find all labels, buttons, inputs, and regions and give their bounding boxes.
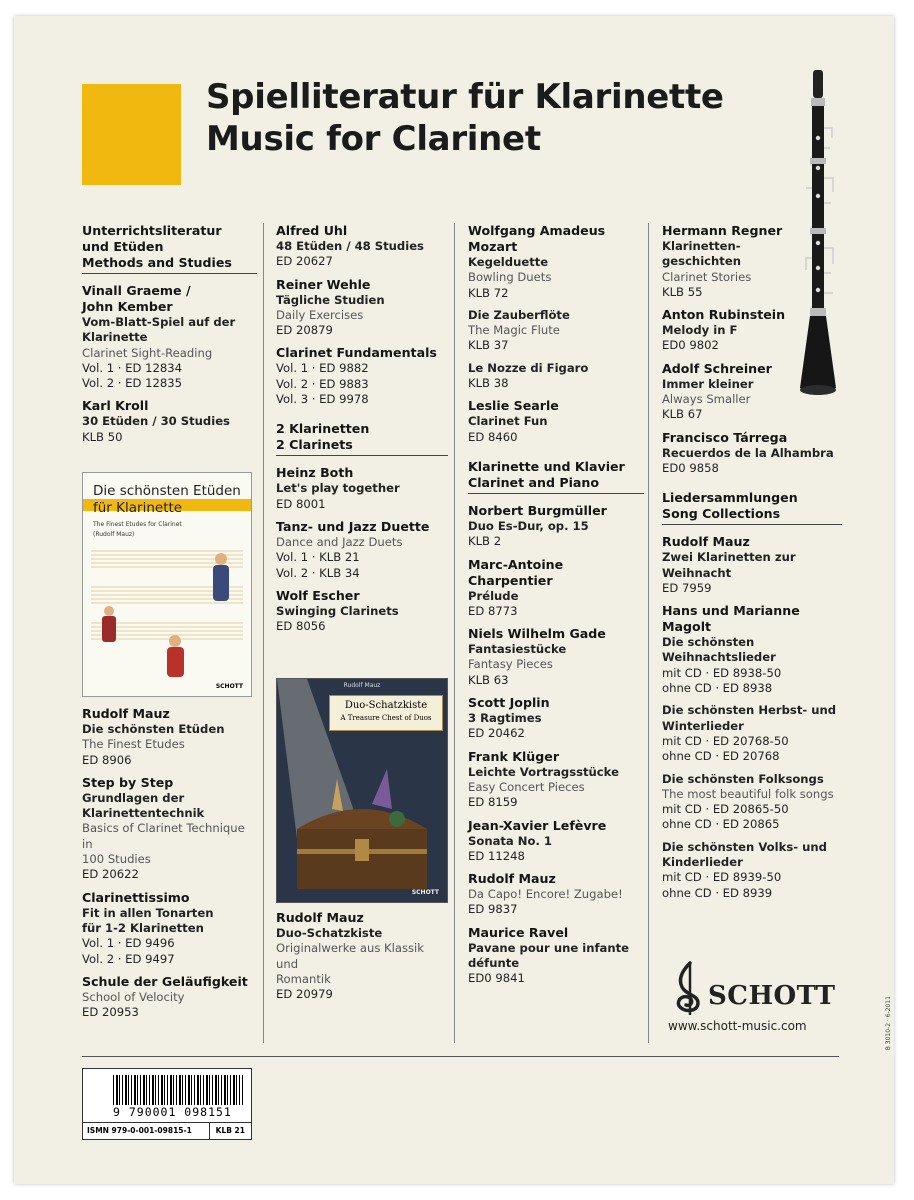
column-divider [648, 223, 649, 1043]
catalog-entry: Heinz Both Let's play together ED 8001 [276, 465, 400, 511]
catalog-entry: Die schönsten Volks- und Kinderlieder mit CD · ED 8939-50 ohne CD · ED 8939 [662, 839, 827, 900]
catalog-entry: Alfred Uhl 48 Etüden / 48 Studies ED 20627 [276, 223, 424, 269]
catalog-entry: Adolf Schreiner Immer kleiner Always Smaller KLB 67 [662, 360, 772, 422]
catalog-entry: Wolf Escher Swinging Clarinets ED 8056 [276, 587, 399, 634]
ismn-label: ISMN 979-0-001-09815-1 [87, 1126, 192, 1135]
catalog-entry: Rudolf Mauz Die schönsten Etüden The Finest Etudes ED 8906 [82, 706, 225, 767]
catalog-entry: Frank Klüger Leichte Vortragsstücke Easy Concert Pieces ED 8159 [468, 748, 619, 810]
catalog-entry: Rudolf Mauz Da Capo! Encore! Zugabe! ED 9837 [468, 871, 623, 917]
catalog-entry: Reiner Wehle Tägliche Studien Daily Exercises ED 20879 [276, 276, 385, 338]
page-title: Spielliteratur für Klarinette Music for Clarinet [206, 77, 724, 159]
column-divider [263, 223, 264, 1043]
book-cover-etueden: Die schönsten Etüden für Klarinette The Finest Etudes for Clarinet (Rudolf Mauz) SCHOTT [82, 472, 252, 697]
catalog-code: KLB 21 [209, 1123, 251, 1139]
catalog-entry: Step by Step Grundlagen der Klarinettentechnik Basics of Clarinet Technique in 100 Studies ED 20622 [82, 774, 245, 882]
column-1-lower [82, 706, 257, 1027]
catalog-entry: Clarinet Fundamentals Vol. 1 · ED 9882 Vol. 2 · ED 9883 Vol. 3 · ED 9978 [276, 345, 437, 407]
print-code: B 3010-2 · 6-2011 [885, 996, 892, 1051]
sheet-music-illustration [91, 541, 243, 681]
catalog-entry: Jean-Xavier Lefèvre Sonata No. 1 ED 11248 [468, 817, 607, 863]
column-4 [662, 223, 842, 908]
catalog-entry: Maurice Ravel Pavane pour une infante défunte ED0 9841 [468, 924, 629, 986]
catalog-entry: Tanz- und Jazz Duette Dance and Jazz Duets Vol. 1 · KLB 21 Vol. 2 · KLB 34 [276, 518, 430, 580]
catalog-entry: Schule der Geläufigkeit School of Velocity ED 20953 [82, 973, 248, 1020]
column-2 [276, 223, 448, 641]
treasure-chest-illustration [277, 679, 447, 902]
back-cover: Spielliteratur für Klarinette Music for Clarinet Unterrichtsliteratur und Etüden Methods and Studies Vinall Graeme / John Kember Vom-Blatt-Spiel auf der Klarinette Clarinet Sight-Reading Vol. 1 · ED 12834 Vol. 2 · ED 12835 Karl Kroll 30 Etüden / 30 Studies KLB 50 Die schönsten Etüden für Klarinette The Finest Etudes for Clarinet (Rudolf Mauz) SCHOTT Rudolf Mauz Die schönsten Etüden The Finest Etudes ED 8906 Step by Step Grundlagen der Klarinettentechnik Basics of Clarinet Technique in 100 Studies ED 20622 Clarinettissimo Fit in allen Tonarten für 1-2 Klarinetten Vol. 1 · ED 9496 Vol. 2 · ED 9497 Schule der Geläufigkeit School of Velocity ED 20953 Alfred Uhl 48 Etüden / 48 Studies ED 20627 Reiner Wehle Tägliche Studien Daily Exercises ED 20879 Clarinet Fundamentals Vol. 1 · ED 9882 Vol. 2 · ED 9883 Vol. 3 · ED 9978 2 Klarinetten 2 Clarinets Heinz Both Let's play together ED 8001 Tanz- und Jazz Duette Dance and Jazz Duets Vol. 1 · KLB 21 Vol. 2 · KLB 34 Wolf Escher Swinging Clarinets ED 8056 Rudolf Mauz Duo-Schatzkiste A Treasure Chest of Duos SCHOTT Rudolf Mauz Duo-Schatzkiste Originalwerke aus Klassik und Romantik ED 20979 Wolfgang Amadeus Mozart Kegelduette Bowling Duets KLB 72 Die Zauberflöte The Magic Flute KLB 37 Le Nozze di Figaro KLB 38 Leslie Searle Clarinet Fun ED 8460 Klarinette und Klavier Clarinet and Piano Norbert Burgmüller Duo Es-Dur, op. 15 KLB 2 Marc-Antoine Charpentier Prélude ED 8773 Niels Wilhelm Gade Fantasiestücke Fantasy Pieces KLB 63 Scott Joplin 3 Ragtimes ED 20462 Frank Klüger Leichte Vortragsstücke Easy Concert Pieces ED 8159 Jean-Xavier Lefèvre Sonata No. 1 ED 11248 Rudolf Mauz Da Capo! Encore! Zugabe! ED 9837 Maurice Ravel Pavane pour une infante défunte ED0 9841 Hermann Regner Klarinetten- geschichten Clarinet Stories KLB 55 Anton Rubinstein Melody in F ED0 9802 Adolf Schreiner Immer kleiner Always Smaller KLB 67 Francisco Tárrega Recuerdos de la Alhambra ED0 9858 Liedersammlungen Song Collections Rudolf Mauz Zwei Klarinetten zur Weihnacht ED 7959 Hans und Marianne Magolt Die schönsten Weihnachtslieder mit CD · ED 8938-50 ohne CD · ED 8938 Die schönsten Herbst- und Winterlieder mit CD · ED 20768-50 ohne CD · ED 20768 Die schönsten Folksongs The most beautiful folk songs mit CD · ED 20865-50 ohne CD · ED 20865 Die schönsten Volks- und Kinderlieder mit CD · ED 8939-50 ohne CD · ED 8939 SCHOTT www.schott-music.com 9 790001 098151 ISMN 979-0-001-09815-1 KLB 21 B 3010-2 · 6-2011 [14, 16, 894, 1184]
yellow-square [82, 84, 181, 185]
catalog-entry: Norbert Burgmüller Duo Es-Dur, op. 15 KLB 2 [468, 502, 607, 549]
catalog-entry: Marc-Antoine Charpentier Prélude ED 8773 [468, 556, 564, 618]
catalog-entry: Wolfgang Amadeus Mozart Kegelduette Bowling Duets KLB 72 [468, 223, 606, 300]
catalog-entry: Scott Joplin 3 Ragtimes ED 20462 [468, 695, 550, 741]
section-heading: Klarinette und Klavier Clarinet and Piano [468, 459, 644, 494]
catalog-entry: Rudolf Mauz Zwei Klarinetten zur Weihnacht ED 7959 [662, 534, 796, 595]
barcode-digits: 9 790001 098151 [113, 1105, 232, 1119]
barcode-bars [113, 1075, 243, 1105]
catalog-entry: Rudolf Mauz Duo-Schatzkiste Originalwerke aus Klassik und Romantik ED 20979 [276, 910, 424, 1002]
section-heading: Unterrichtsliteratur und Etüden Methods and Studies [82, 223, 257, 274]
catalog-entry: Hans und Marianne Magolt Die schönsten Weihnachtslieder mit CD · ED 8938-50 ohne CD · ED 8938 [662, 603, 800, 696]
barcode [82, 1068, 252, 1140]
section-heading: 2 Klarinetten 2 Clarinets [276, 421, 448, 456]
catalog-entry: Die Zauberflöte The Magic Flute KLB 37 [468, 307, 570, 353]
catalog-entry: Francisco Tárrega Recuerdos de la Alhambra ED0 9858 [662, 429, 834, 475]
column-2-lower [276, 910, 448, 1009]
bottom-rule [82, 1056, 839, 1057]
catalog-entry: Die schönsten Folksongs The most beautiful folk songs mit CD · ED 20865-50 ohne CD · ED 20865 [662, 771, 834, 832]
catalog-entry: Leslie Searle Clarinet Fun ED 8460 [468, 398, 559, 444]
catalog-entry: Niels Wilhelm Gade Fantasiestücke Fantasy Pieces KLB 63 [468, 626, 606, 687]
column-divider [454, 223, 455, 1043]
catalog-entry: Anton Rubinstein Melody in F ED0 9802 [662, 307, 786, 353]
schott-website-link[interactable]: www.schott-music.com [668, 1019, 807, 1033]
catalog-entry: Vinall Graeme / John Kember Vom-Blatt-Spiel auf der Klarinette Clarinet Sight-Reading Vol. 1 · ED 12834 Vol. 2 · ED 12835 [82, 283, 236, 391]
section-heading: Liedersammlungen Song Collections [662, 490, 842, 525]
book-cover-duo-schatzkiste: Rudolf Mauz Duo-Schatzkiste A Treasure Chest of Duos SCHOTT [276, 678, 448, 903]
treble-clef-icon [668, 961, 708, 1017]
catalog-entry: Karl Kroll 30 Etüden / 30 Studies KLB 50 [82, 398, 230, 444]
column-3 [468, 223, 644, 994]
catalog-entry: Die schönsten Herbst- und Winterlieder mit CD · ED 20768-50 ohne CD · ED 20768 [662, 703, 837, 764]
catalog-entry: Le Nozze di Figaro KLB 38 [468, 360, 589, 391]
catalog-entry: Clarinettissimo Fit in allen Tonarten für 1-2 Klarinetten Vol. 1 · ED 9496 Vol. 2 · ED 9497 [82, 889, 214, 966]
column-1 [82, 223, 257, 452]
catalog-entry: Hermann Regner Klarinetten- geschichten Clarinet Stories KLB 55 [662, 223, 783, 299]
